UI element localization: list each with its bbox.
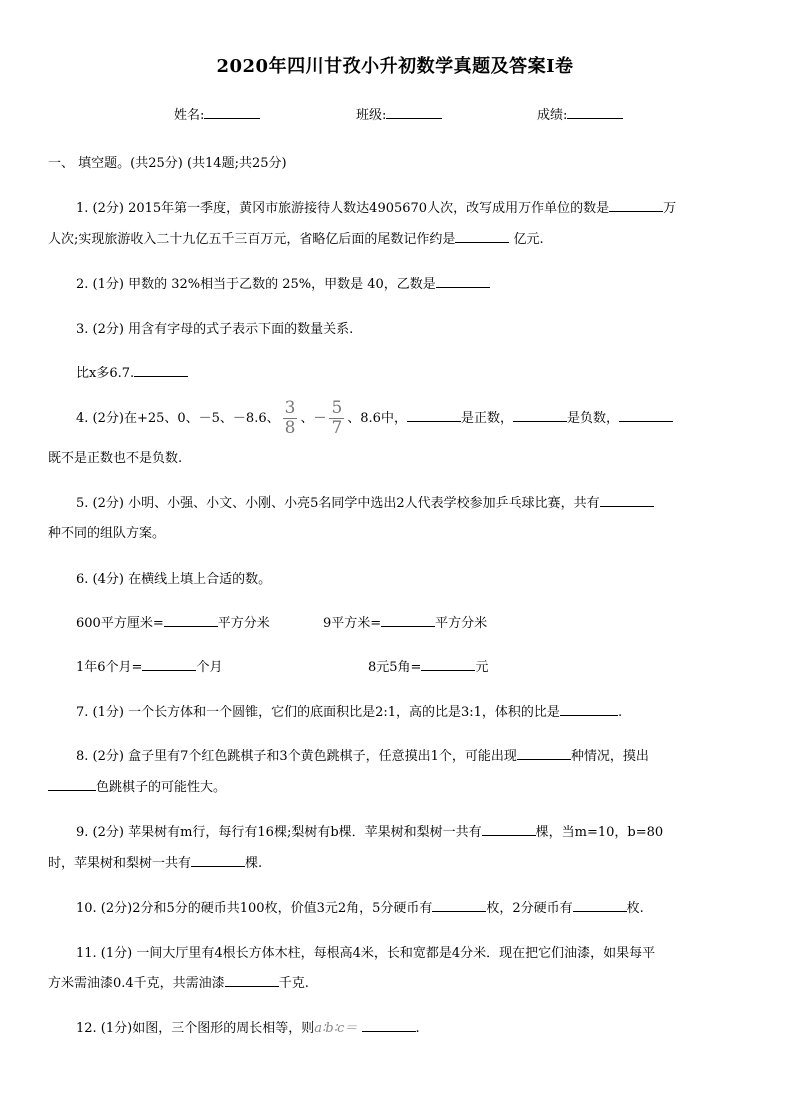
question-text: 万 bbox=[663, 201, 677, 216]
question-4-line2 bbox=[48, 447, 742, 466]
question-text: 方米需油漆0.4千克，共需油漆 bbox=[48, 976, 225, 991]
question-text: 亿元. bbox=[509, 232, 544, 247]
question-6-row2-b bbox=[368, 656, 742, 675]
answer-blank[interactable] bbox=[421, 657, 475, 671]
question-8-line2 bbox=[48, 776, 742, 795]
answer-blank[interactable] bbox=[432, 898, 486, 912]
question-text: 棵. bbox=[245, 856, 263, 871]
student-info bbox=[0, 104, 790, 124]
question-text: 是负数， bbox=[566, 411, 619, 426]
question-text: 8元5角= bbox=[368, 660, 422, 675]
fraction-denominator: 7 bbox=[331, 418, 343, 438]
question-text: 12. (1分)如图，三个图形的周长相等，则 bbox=[76, 1021, 315, 1036]
question-5-line2 bbox=[48, 522, 742, 541]
class-blank[interactable] bbox=[386, 105, 442, 119]
question-3 bbox=[76, 318, 742, 337]
question-text: 3. (2分) 用含有字母的式子表示下面的数量关系. bbox=[76, 322, 354, 337]
question-text: 种情况，摸出 bbox=[570, 749, 649, 764]
answer-blank[interactable] bbox=[517, 746, 571, 760]
answer-blank[interactable] bbox=[362, 1018, 416, 1032]
question-text: 7. (1分) 一个长方体和一个圆锥，它们的底面积比是2:1，高的比是3:1，体积的比是 bbox=[76, 705, 560, 720]
question-text: . bbox=[415, 1021, 420, 1036]
question-text: 个月 bbox=[196, 660, 223, 675]
question-text: 9平方米= bbox=[323, 616, 382, 631]
question-2 bbox=[76, 273, 742, 292]
answer-blank[interactable] bbox=[573, 898, 627, 912]
fraction-5-7 bbox=[329, 400, 344, 437]
question-5-line1 bbox=[76, 492, 742, 511]
answer-blank[interactable] bbox=[560, 702, 618, 716]
score-label: 成绩: bbox=[537, 108, 568, 123]
answer-blank[interactable] bbox=[600, 493, 654, 507]
question-11-line2 bbox=[48, 972, 742, 991]
question-text: 9. (2分) 苹果树有m行，每行有16棵;梨树有b棵．苹果树和梨树一共有 bbox=[76, 825, 482, 840]
question-text: 1. (2分) 2015年第一季度，黄冈市旅游接待人数达4905670人次，改写成用万作单位的数是 bbox=[76, 201, 610, 216]
question-text: 1年6个月= bbox=[76, 660, 143, 675]
question-12 bbox=[76, 1017, 742, 1036]
question-text: 4. (2分)在+25、0、－5、－8.6、 bbox=[76, 411, 280, 426]
question-text: 10. (2分)2分和5分的硬币共100枚，价值3元2角，5分硬币有 bbox=[76, 901, 433, 916]
question-text: 人次;实现旅游收入二十九亿五千三百万元，省略亿后面的尾数记作约是 bbox=[48, 232, 456, 247]
question-10 bbox=[76, 897, 742, 916]
answer-blank[interactable] bbox=[482, 822, 536, 836]
question-text: 枚，2分硬币有 bbox=[486, 901, 573, 916]
question-1-line2 bbox=[48, 228, 742, 247]
question-text: 、－ bbox=[300, 411, 327, 426]
question-text: 5. (2分) 小明、小强、小文、小刚、小亮5名同学中选出2人代表学校参加乒乓球比赛，共有 bbox=[76, 496, 600, 511]
question-text: 棵，当m=10，b=80 bbox=[535, 825, 664, 840]
question-text: 2. (1分) 甲数的 32%相当于乙数的 25%，甲数是 40，乙数是 bbox=[76, 277, 436, 292]
question-text: 8. (2分) 盒子里有7个红色跳棋子和3个黄色跳棋子，任意摸出1个，可能出现 bbox=[76, 749, 517, 764]
ratio-expression: a∶b∶c＝ bbox=[314, 1021, 358, 1036]
question-6-row1-b bbox=[323, 612, 742, 631]
answer-blank[interactable] bbox=[619, 408, 673, 422]
question-text: 时，苹果树和梨树一共有 bbox=[48, 856, 192, 871]
question-9-line2 bbox=[48, 852, 742, 871]
class-field bbox=[356, 104, 442, 123]
question-6 bbox=[76, 568, 742, 587]
fraction-numerator: 3 bbox=[284, 398, 296, 418]
class-label: 班级: bbox=[356, 108, 387, 123]
question-text: 元 bbox=[475, 660, 489, 675]
name-label: 姓名: bbox=[174, 108, 205, 123]
answer-blank[interactable] bbox=[142, 657, 196, 671]
fraction-3-8 bbox=[283, 400, 298, 437]
question-1-line1 bbox=[76, 197, 742, 216]
section-header: 一、 填空题。(共25分) (共14题;共25分) bbox=[48, 156, 287, 171]
answer-blank[interactable] bbox=[407, 408, 461, 422]
answer-blank[interactable] bbox=[48, 777, 96, 791]
name-field bbox=[174, 104, 260, 123]
answer-blank[interactable] bbox=[164, 613, 218, 627]
name-blank[interactable] bbox=[204, 105, 260, 119]
question-4-line1 bbox=[76, 400, 742, 437]
question-7 bbox=[76, 701, 742, 720]
answer-blank[interactable] bbox=[191, 853, 245, 867]
question-text: 千克. bbox=[278, 976, 309, 991]
question-3-sub bbox=[76, 362, 742, 381]
question-text: 6. (4分) 在横线上填上合适的数。 bbox=[76, 572, 272, 587]
answer-blank[interactable] bbox=[436, 274, 490, 288]
question-text: 比x多6.7. bbox=[76, 366, 135, 381]
score-blank[interactable] bbox=[567, 105, 623, 119]
question-text: 种不同的组队方案。 bbox=[48, 526, 166, 541]
question-text: 是正数， bbox=[460, 411, 513, 426]
page-title: 2020年四川甘孜小升初数学真题及答案Ⅰ卷 bbox=[216, 56, 574, 77]
answer-blank[interactable] bbox=[381, 613, 435, 627]
question-9-line1 bbox=[76, 821, 742, 840]
answer-blank[interactable] bbox=[225, 973, 279, 987]
score-field bbox=[537, 104, 623, 123]
answer-blank[interactable] bbox=[134, 363, 188, 377]
question-text: 既不是正数也不是负数. bbox=[48, 451, 183, 466]
question-11-line1 bbox=[76, 942, 742, 961]
question-text: 色跳棋子的可能性大。 bbox=[96, 780, 227, 795]
question-text: 平方分米 bbox=[217, 616, 270, 631]
question-8-line1 bbox=[76, 745, 742, 764]
question-text: 、8.6中， bbox=[347, 411, 407, 426]
question-text: 平方分米 bbox=[435, 616, 488, 631]
answer-blank[interactable] bbox=[455, 229, 509, 243]
question-text: . bbox=[617, 705, 623, 720]
fraction-denominator: 8 bbox=[284, 418, 296, 438]
answer-blank[interactable] bbox=[513, 408, 567, 422]
question-text: 600平方厘米= bbox=[76, 616, 164, 631]
fraction-numerator: 5 bbox=[331, 398, 343, 418]
question-text: 11. (1分) 一间大厅里有4根长方体木柱，每根高4米，长和宽都是4分米．现在把它们油漆，如果每平 bbox=[76, 946, 656, 961]
question-text: 枚. bbox=[626, 901, 644, 916]
answer-blank[interactable] bbox=[609, 198, 663, 212]
